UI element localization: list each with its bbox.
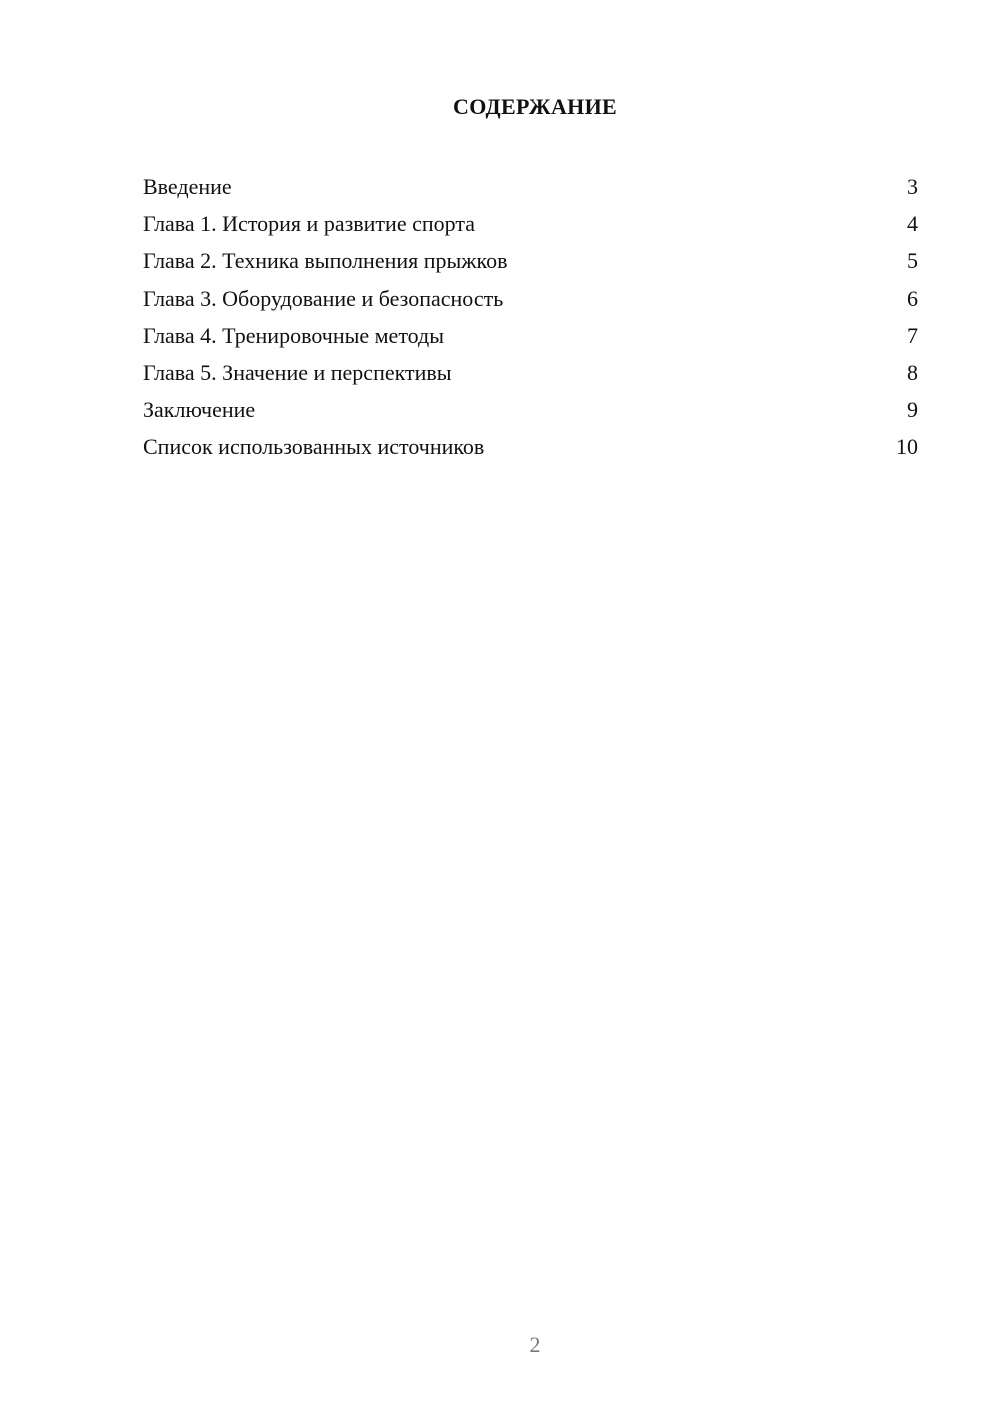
toc-entry-introduction[interactable] <box>143 168 918 205</box>
toc-entry-chapter-1[interactable] <box>143 205 918 242</box>
toc-entry-chapter-4[interactable] <box>143 317 918 354</box>
toc-entry-page: 5 <box>907 248 918 274</box>
toc-entry-page: 4 <box>907 211 918 237</box>
toc-title: СОДЕРЖАНИЕ <box>453 94 617 119</box>
toc-list <box>143 168 918 466</box>
toc-entry-label: Глава 4. Тренировочные методы <box>143 322 444 348</box>
toc-entry-page: 3 <box>907 174 918 199</box>
toc-entry-page: 8 <box>907 359 918 385</box>
toc-entry-label: Список использованных источников <box>143 434 485 460</box>
toc-entry-page: 9 <box>907 397 918 423</box>
toc-entry-page: 6 <box>907 285 918 311</box>
toc-entry-page: 10 <box>896 434 918 460</box>
toc-entry-label: Глава 5. Значение и перспективы <box>143 359 452 385</box>
toc-entry-conclusion[interactable] <box>143 391 918 428</box>
toc-entry-label: Глава 1. История и развитие спорта <box>143 211 475 237</box>
toc-entry-label: Глава 3. Оборудование и безопасность <box>143 285 504 311</box>
toc-entry-chapter-5[interactable] <box>143 354 918 391</box>
toc-entry-label: Заключение <box>143 397 256 423</box>
toc-entry-references[interactable] <box>143 428 918 465</box>
toc-entry-chapter-3[interactable] <box>143 280 918 317</box>
page-number: 2 <box>529 1332 541 1357</box>
toc-entry-page: 7 <box>907 322 918 348</box>
toc-entry-label: Глава 2. Техника выполнения прыжков <box>143 248 508 274</box>
toc-entry-chapter-2[interactable] <box>143 242 918 279</box>
toc-entry-label: Введение <box>143 174 232 199</box>
